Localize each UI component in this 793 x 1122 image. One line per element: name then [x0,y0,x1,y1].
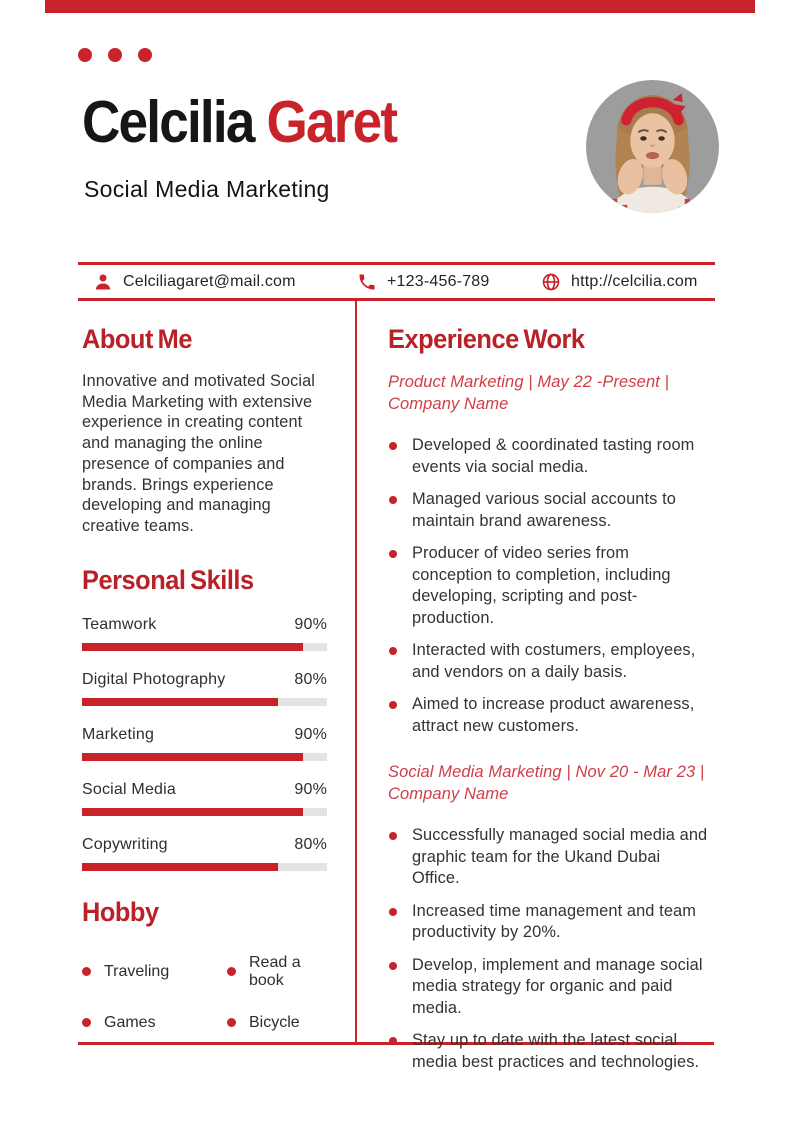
contact-website[interactable] [541,265,698,298]
bullet-icon [389,550,397,558]
contact-phone[interactable] [357,265,490,298]
person-name [82,90,396,155]
hobby-item [82,1014,227,1032]
bullet-text: Interacted with costumers, employees, and vendors on a daily basis. [412,641,696,681]
contact-phone-text: +123-456-789 [387,272,490,290]
skill-label: Copywriting [82,835,168,853]
job-title: Product Marketing | May 22 -Present | Company Name [388,373,669,414]
bullet-text: Aimed to increase product awareness, attract new customers. [412,695,695,735]
hobby-heading: Hobby [82,896,159,927]
experience-bullet [388,825,712,890]
skill-label: Social Media [82,780,177,798]
dot-icon [78,48,92,62]
experience-jobs [388,371,712,1073]
experience-bullet [388,955,712,1020]
skills-list [82,616,327,871]
person-icon [93,272,113,292]
bullet-icon [389,1037,397,1045]
skills-heading: Personal Skills [82,564,254,595]
profile-photo [586,80,719,213]
decor-dots [78,48,152,62]
bullet-text: Developed & coordinated tasting room events via social media. [412,436,695,476]
contact-email-text: Celciliagaret@mail.com [123,272,296,290]
bullet-text: Producer of video series from conception to completion, including developing, scripting and post-production. [412,544,671,627]
skill-row [82,836,327,871]
contact-website-text: http://celcilia.com [571,272,698,290]
skill-percent: 90% [294,725,327,743]
skill-line [82,671,327,689]
portrait-illustration [586,80,719,213]
skill-percent: 80% [294,670,327,688]
about-text: Innovative and motivated Social Media Marketing with extensive experience in creating content and managing the online presence of companies and brands. Brings experience developing and managing creative teams. [82,372,315,535]
hobby-item [82,954,227,990]
experience-heading: Experience Work [388,324,585,354]
bullet-text: Increased time management and team productivity by 20%. [412,901,697,942]
skill-label: Teamwork [82,615,157,633]
skill-bar-track [82,753,327,761]
bullet-icon [389,908,397,916]
skill-line [82,781,327,799]
bullet-icon [82,1018,91,1027]
bullet-text: Successfully managed social media and graphic team for the Ukand Dubai Office. [412,826,708,888]
job-title: Social Media Marketing | Nov 20 - Mar 23 | Company Name [388,763,705,804]
skill-label: Digital Photography [82,670,226,688]
skill-bar-fill [82,698,278,706]
bullet-icon [389,442,397,450]
bullet-icon [389,647,397,655]
experience-bullet [388,640,712,683]
experience-bullet [388,489,712,532]
skill-row [82,781,327,816]
about-section [82,324,327,537]
skill-row [82,671,327,706]
person-name-last: Garet [266,89,397,155]
bullet-text: Develop, implement and manage social media strategy for organic and paid media. [412,955,703,1017]
job-role-subtitle: Social Media Marketing [84,176,330,202]
hobby-label: Read a book [249,953,301,989]
about-heading: About Me [82,324,192,354]
skill-percent: 90% [294,780,327,798]
experience-bullet [388,1030,712,1073]
bullet-icon [227,967,236,976]
hobby-item [227,1014,327,1032]
bullet-icon [82,967,91,976]
bullet-icon [389,496,397,504]
bullet-icon [389,832,397,840]
dot-icon [108,48,122,62]
skill-bar-track [82,643,327,651]
contact-email[interactable] [93,265,296,298]
bullet-text: Stay up to date with the latest social media best practices and technologies. [412,1031,700,1071]
skill-line [82,726,327,744]
bullet-text: Managed various social accounts to maintain brand awareness. [412,490,676,530]
skill-bar-track [82,863,327,871]
hobby-list [82,954,327,1032]
skill-bar-track [82,698,327,706]
hobby-section [82,897,327,1032]
person-name-first: Celcilia [82,89,267,155]
skill-line [82,616,327,634]
skills-section [82,565,327,871]
hobby-label: Bicycle [249,1013,300,1031]
phone-icon [357,272,377,292]
contact-bar [78,262,715,301]
hobby-label: Games [104,1013,156,1031]
job-bullets [388,825,712,1073]
skill-label: Marketing [82,725,155,743]
column-divider [355,301,357,1044]
experience-bullet [388,694,712,737]
skill-bar-track [82,808,327,816]
skill-row [82,726,327,761]
experience-bullet [388,435,712,478]
bullet-icon [389,962,397,970]
skill-bar-fill [82,863,278,871]
experience-bullet [388,901,712,944]
hobby-item [227,954,327,990]
right-column [388,324,712,1084]
skill-bar-fill [82,753,303,761]
experience-bullet [388,543,712,629]
skill-percent: 80% [294,835,327,853]
skill-row [82,616,327,651]
job-bullets [388,435,712,737]
left-column [82,324,327,1032]
skill-bar-fill [82,643,303,651]
hobby-label: Traveling [104,962,170,980]
bullet-icon [227,1018,236,1027]
bullet-icon [389,701,397,709]
skill-line [82,836,327,854]
top-accent-bar [45,0,755,13]
skill-bar-fill [82,808,303,816]
dot-icon [138,48,152,62]
skill-percent: 90% [294,615,327,633]
globe-icon [541,272,561,292]
experience-section [388,324,712,1073]
